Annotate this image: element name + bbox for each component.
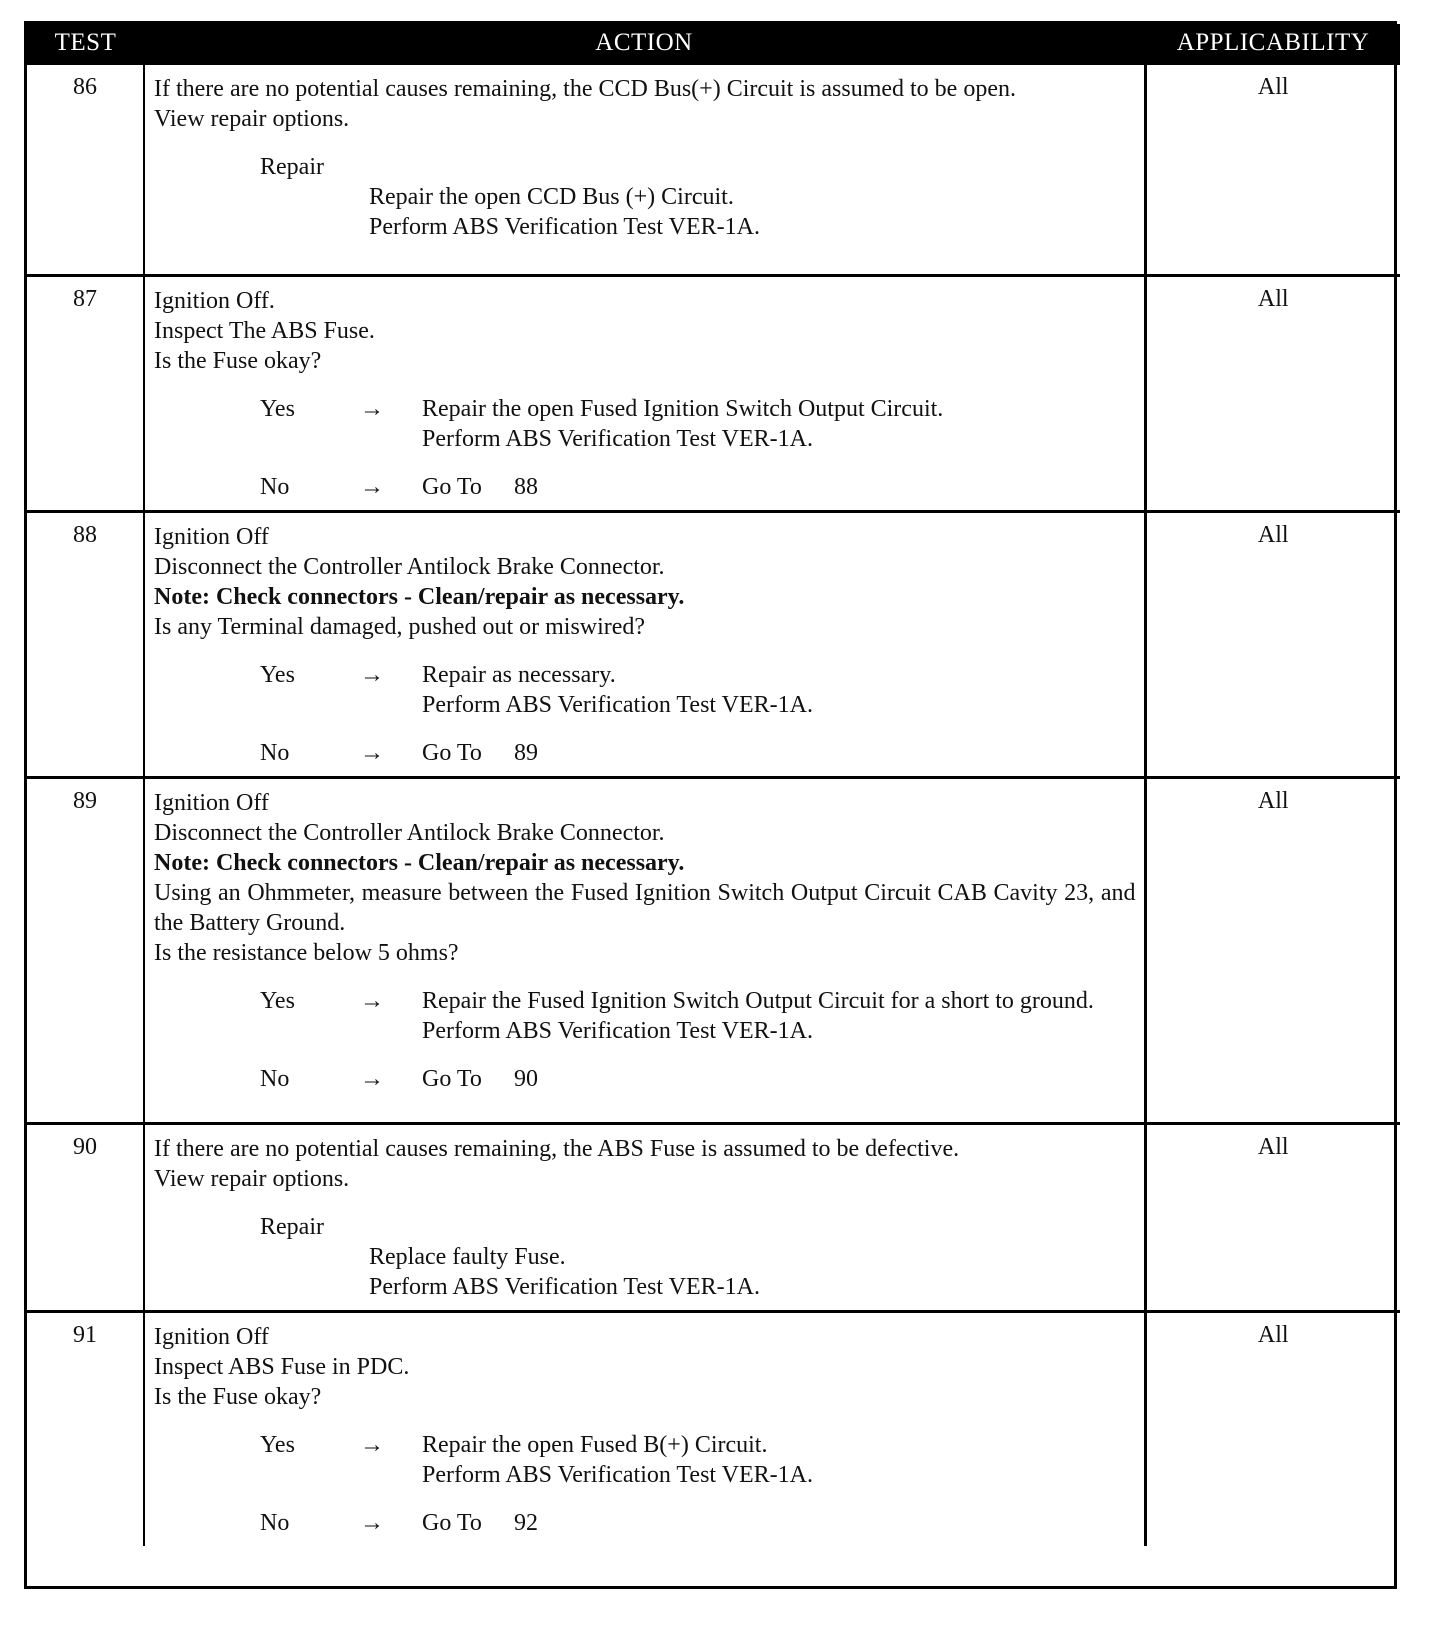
goto-target: 88 [514,474,538,500]
arrow-icon: → [360,1066,384,1092]
applicability-value: All [1145,778,1400,1124]
action-cell [144,276,1145,512]
yes-result [422,1430,1078,1490]
repair-label: Repair [260,154,324,180]
repair-line: Perform ABS Verification Test VER-1A. [369,1274,760,1300]
applicability-value: All [1145,64,1400,276]
yes-label: Yes [260,988,295,1014]
diagnostic-table-sheet [24,21,1397,1589]
yes-branch [260,394,1136,454]
table-row-87 [27,276,1400,512]
no-branch [260,1508,1136,1538]
test-number: 88 [27,512,144,778]
action-line: Ignition Off [154,790,269,816]
yes-label: Yes [260,1432,295,1458]
yes-label: Yes [260,396,295,422]
header-row [27,24,1400,64]
action-line: Ignition Off [154,524,269,550]
action-line: Inspect The ABS Fuse. [154,318,375,344]
action-line: Is the Fuse okay? [154,348,322,374]
repair-block [154,1212,1136,1302]
no-label: No [260,1066,290,1092]
repair-line: Replace faulty Fuse. [369,1244,566,1270]
applicability-value: All [1145,512,1400,778]
table-row-89 [27,778,1400,1124]
yes-line: Repair the Fused Ignition Switch Output Circuit for a short to ground. [422,988,1094,1014]
note-line: Note: Check connectors - Clean/repair as necessary. [154,850,685,876]
applicability-value: All [1145,276,1400,512]
table-row-86 [27,64,1400,276]
applicability-value: All [1145,1124,1400,1312]
arrow-icon: → [360,988,384,1014]
arrow-icon: → [360,1432,384,1458]
yes-line: Perform ABS Verification Test VER-1A. [422,1462,813,1488]
goto-target: 89 [514,740,538,766]
action-cell [144,778,1145,1124]
repair-line: Repair the open CCD Bus (+) Circuit. [369,184,734,210]
no-branch [260,738,1136,768]
no-label: No [260,740,290,766]
test-number: 91 [27,1312,144,1547]
action-line: View repair options. [154,106,350,132]
yes-line: Perform ABS Verification Test VER-1A. [422,426,813,452]
action-line: Ignition Off. [154,288,275,314]
diagnostic-table [27,24,1400,1546]
note-line: Note: Check connectors - Clean/repair as necessary. [154,584,685,610]
action-line: Disconnect the Controller Antilock Brake Connector. [154,554,665,580]
no-branch [260,1064,1136,1094]
arrow-icon: → [360,662,384,688]
action-cell [144,1124,1145,1312]
yes-line: Repair the open Fused B(+) Circuit. [422,1432,768,1458]
yes-branch [260,986,1136,1046]
yes-result [422,394,1078,454]
yes-result [422,660,1078,720]
goto-target: 90 [514,1066,538,1092]
yes-line: Repair the open Fused Ignition Switch Output Circuit. [422,396,944,422]
goto-label: Go To [422,740,482,766]
action-cell [144,1312,1145,1547]
action-line: If there are no potential causes remaining, the ABS Fuse is assumed to be defective. [154,1136,960,1162]
arrow-icon: → [360,740,384,766]
repair-block [154,152,1136,242]
test-number: 89 [27,778,144,1124]
yes-result [422,986,1136,1046]
header-test: TEST [27,24,144,64]
yes-label: Yes [260,662,295,688]
test-number: 86 [27,64,144,276]
arrow-icon: → [360,474,384,500]
yes-branch [260,660,1136,720]
action-line: If there are no potential causes remaining, the CCD Bus(+) Circuit is assumed to be open. [154,76,1016,102]
action-line: Ignition Off [154,1324,269,1350]
test-number: 87 [27,276,144,512]
goto-target: 92 [514,1510,538,1536]
arrow-icon: → [360,396,384,422]
action-line: Inspect ABS Fuse in PDC. [154,1354,410,1380]
goto-label: Go To [422,1066,482,1092]
yes-line: Perform ABS Verification Test VER-1A. [422,1018,813,1044]
repair-label: Repair [260,1214,324,1240]
header-action: ACTION [144,24,1145,64]
table-row-88 [27,512,1400,778]
measure-line: Using an Ohmmeter, measure between the Fused Ignition Switch Output Circuit CAB Cavity 23, and the Battery Ground. [154,880,1136,936]
arrow-icon: → [360,1510,384,1536]
no-label: No [260,1510,290,1536]
header-applicability: APPLICABILITY [1145,24,1400,64]
action-line: Disconnect the Controller Antilock Brake Connector. [154,820,665,846]
action-cell [144,512,1145,778]
goto-label: Go To [422,1510,482,1536]
no-branch [260,472,1136,502]
test-number: 90 [27,1124,144,1312]
applicability-value: All [1145,1312,1400,1547]
no-label: No [260,474,290,500]
table-row-90 [27,1124,1400,1312]
table-row-91 [27,1312,1400,1547]
question-line: Is the resistance below 5 ohms? [154,940,459,966]
action-line: View repair options. [154,1166,350,1192]
goto-label: Go To [422,474,482,500]
action-cell [144,64,1145,276]
repair-line: Perform ABS Verification Test VER-1A. [369,214,760,240]
yes-line: Repair as necessary. [422,662,616,688]
action-line: Is the Fuse okay? [154,1384,322,1410]
question-line: Is any Terminal damaged, pushed out or miswired? [154,614,646,640]
yes-line: Perform ABS Verification Test VER-1A. [422,692,813,718]
yes-branch [260,1430,1136,1490]
